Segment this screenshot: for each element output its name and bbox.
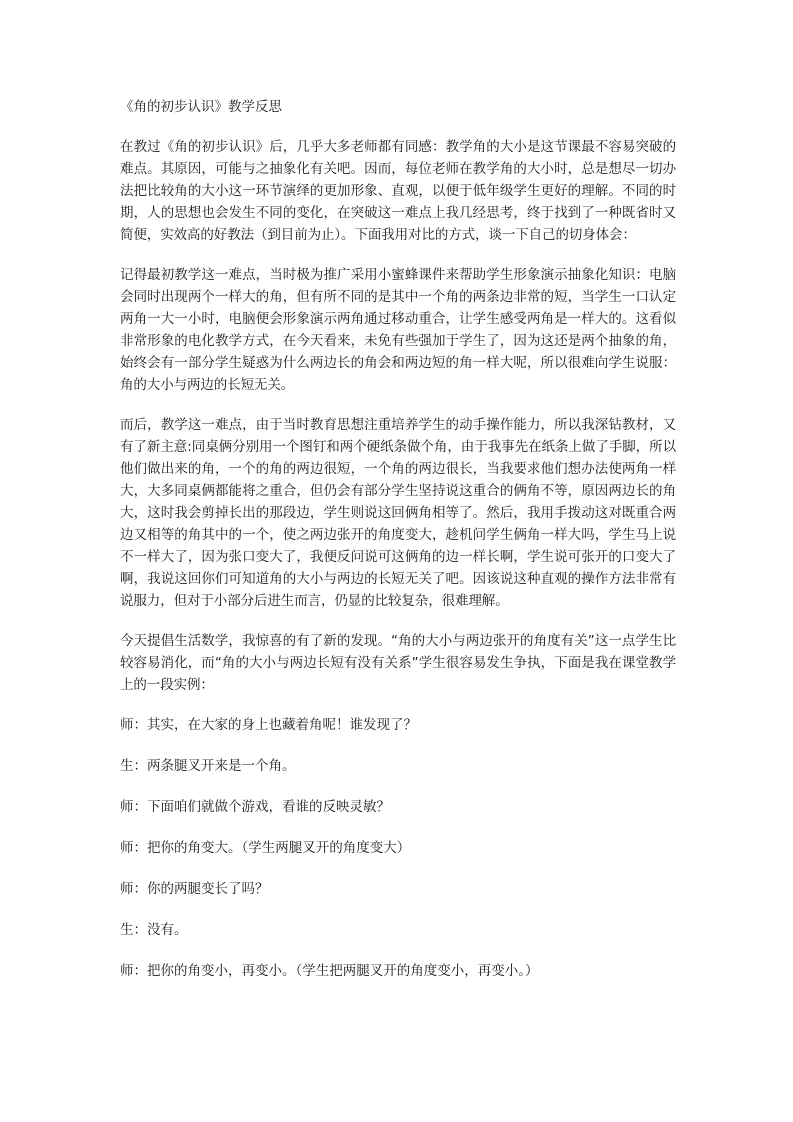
dialogue-line: 师：把你的角变大。（学生两腿叉开的角度变大） [120, 840, 411, 856]
dialogue-line: 师：把你的角变小，再变小。（学生把两腿叉开的角度变小，再变小。） [120, 963, 539, 979]
dialogue-line: 生：没有。 [120, 922, 188, 938]
paragraph-second-method: 而后，教学这一难点，由于当时教育思想注重培养学生的动手操作能力，所以我深钻教材，又有了新主意:同桌俩分别用一个图钉和两个硬纸条做个角，由于我事先在纸条上做了手脚，所以他们做出来的角，一个的角的两边很短，一个角的两边很长，当我要求他们想办法使两角一样大，大多同桌俩都能将之重合，但仍会有部分学生坚持说这重合的俩角不等，原因两边长的角大，这时我会剪掉长出的那段边，学生则说这回俩角相等了。然后，我用手拨动这对既重合两边又相等的角其中的一个，使之两边张开的角度变大，趁机问学生俩角一样大吗，学生马上说不一样大了，因为张口变大了，我便反问说可这俩角的边一样长啊，学生说可张开的口变大了啊，我说这回你们可知道角的大小与两边的长短无关了吧。因该说这种直观的操作方法非常有说服力，但对于小部分后进生而言，仍显的比较复杂，很难理解。 [120, 417, 676, 609]
dialogue-line: 师：其实，在大家的身上也藏着角呢！谁发现了？ [120, 717, 417, 733]
document-title: 《角的初步认识》教学反思 [120, 99, 282, 115]
dialogue-line: 师：你的两腿变长了吗？ [120, 881, 269, 897]
paragraph-first-method: 记得最初教学这一难点，当时极为推广采用小蜜蜂课件来帮助学生形象演示抽象化知识：电脑会同时出现两个一样大的角，但有所不同的是其中一个角的两条边非常的短，当学生一口认定两角一大一小时，电脑便会形象演示两角通过移动重合，让学生感受两角是一样大的。这看似非常形象的电化教学方式，在今天看来，未免有些强加于学生了，因为这还是两个抽象的角，始终会有一部分学生疑惑为什么两边长的角会和两边短的角一样大呢，所以很难向学生说服：角的大小与两边的长短无关。 [120, 267, 676, 393]
dialogue-line: 师：下面咱们就做个游戏，看谁的反映灵敏？ [120, 799, 390, 815]
paragraph-intro: 在教过《角的初步认识》后，几乎大多老师都有同感：教学角的大小是这节课最不容易突破的难点。其原因，可能与之抽象化有关吧。因而，每位老师在教学角的大小时，总是想尽一切办法把比较角的大小这一环节演绎的更加形象、直观，以便于低年级学生更好的理解。不同的时期，人的思想也会发生不同的变化，在突破这一难点上我几经思考，终于找到了一种既省时又简便，实效高的好教法（到目前为止）。下面我用对比的方式，谈一下自己的切身体会： [120, 139, 676, 243]
dialogue-line: 生：两条腿叉开来是一个角。 [120, 758, 296, 774]
document-page [120, 96, 676, 1001]
paragraph-new-discovery: 今天提倡生活数学，我惊喜的有了新的发现。“角的大小与两边张开的角度有关”这一点学生比较容易消化，而“角的大小与两边长短有没有关系”学生很容易发生争执，下面是我在课堂教学上的一段实例： [120, 633, 676, 693]
